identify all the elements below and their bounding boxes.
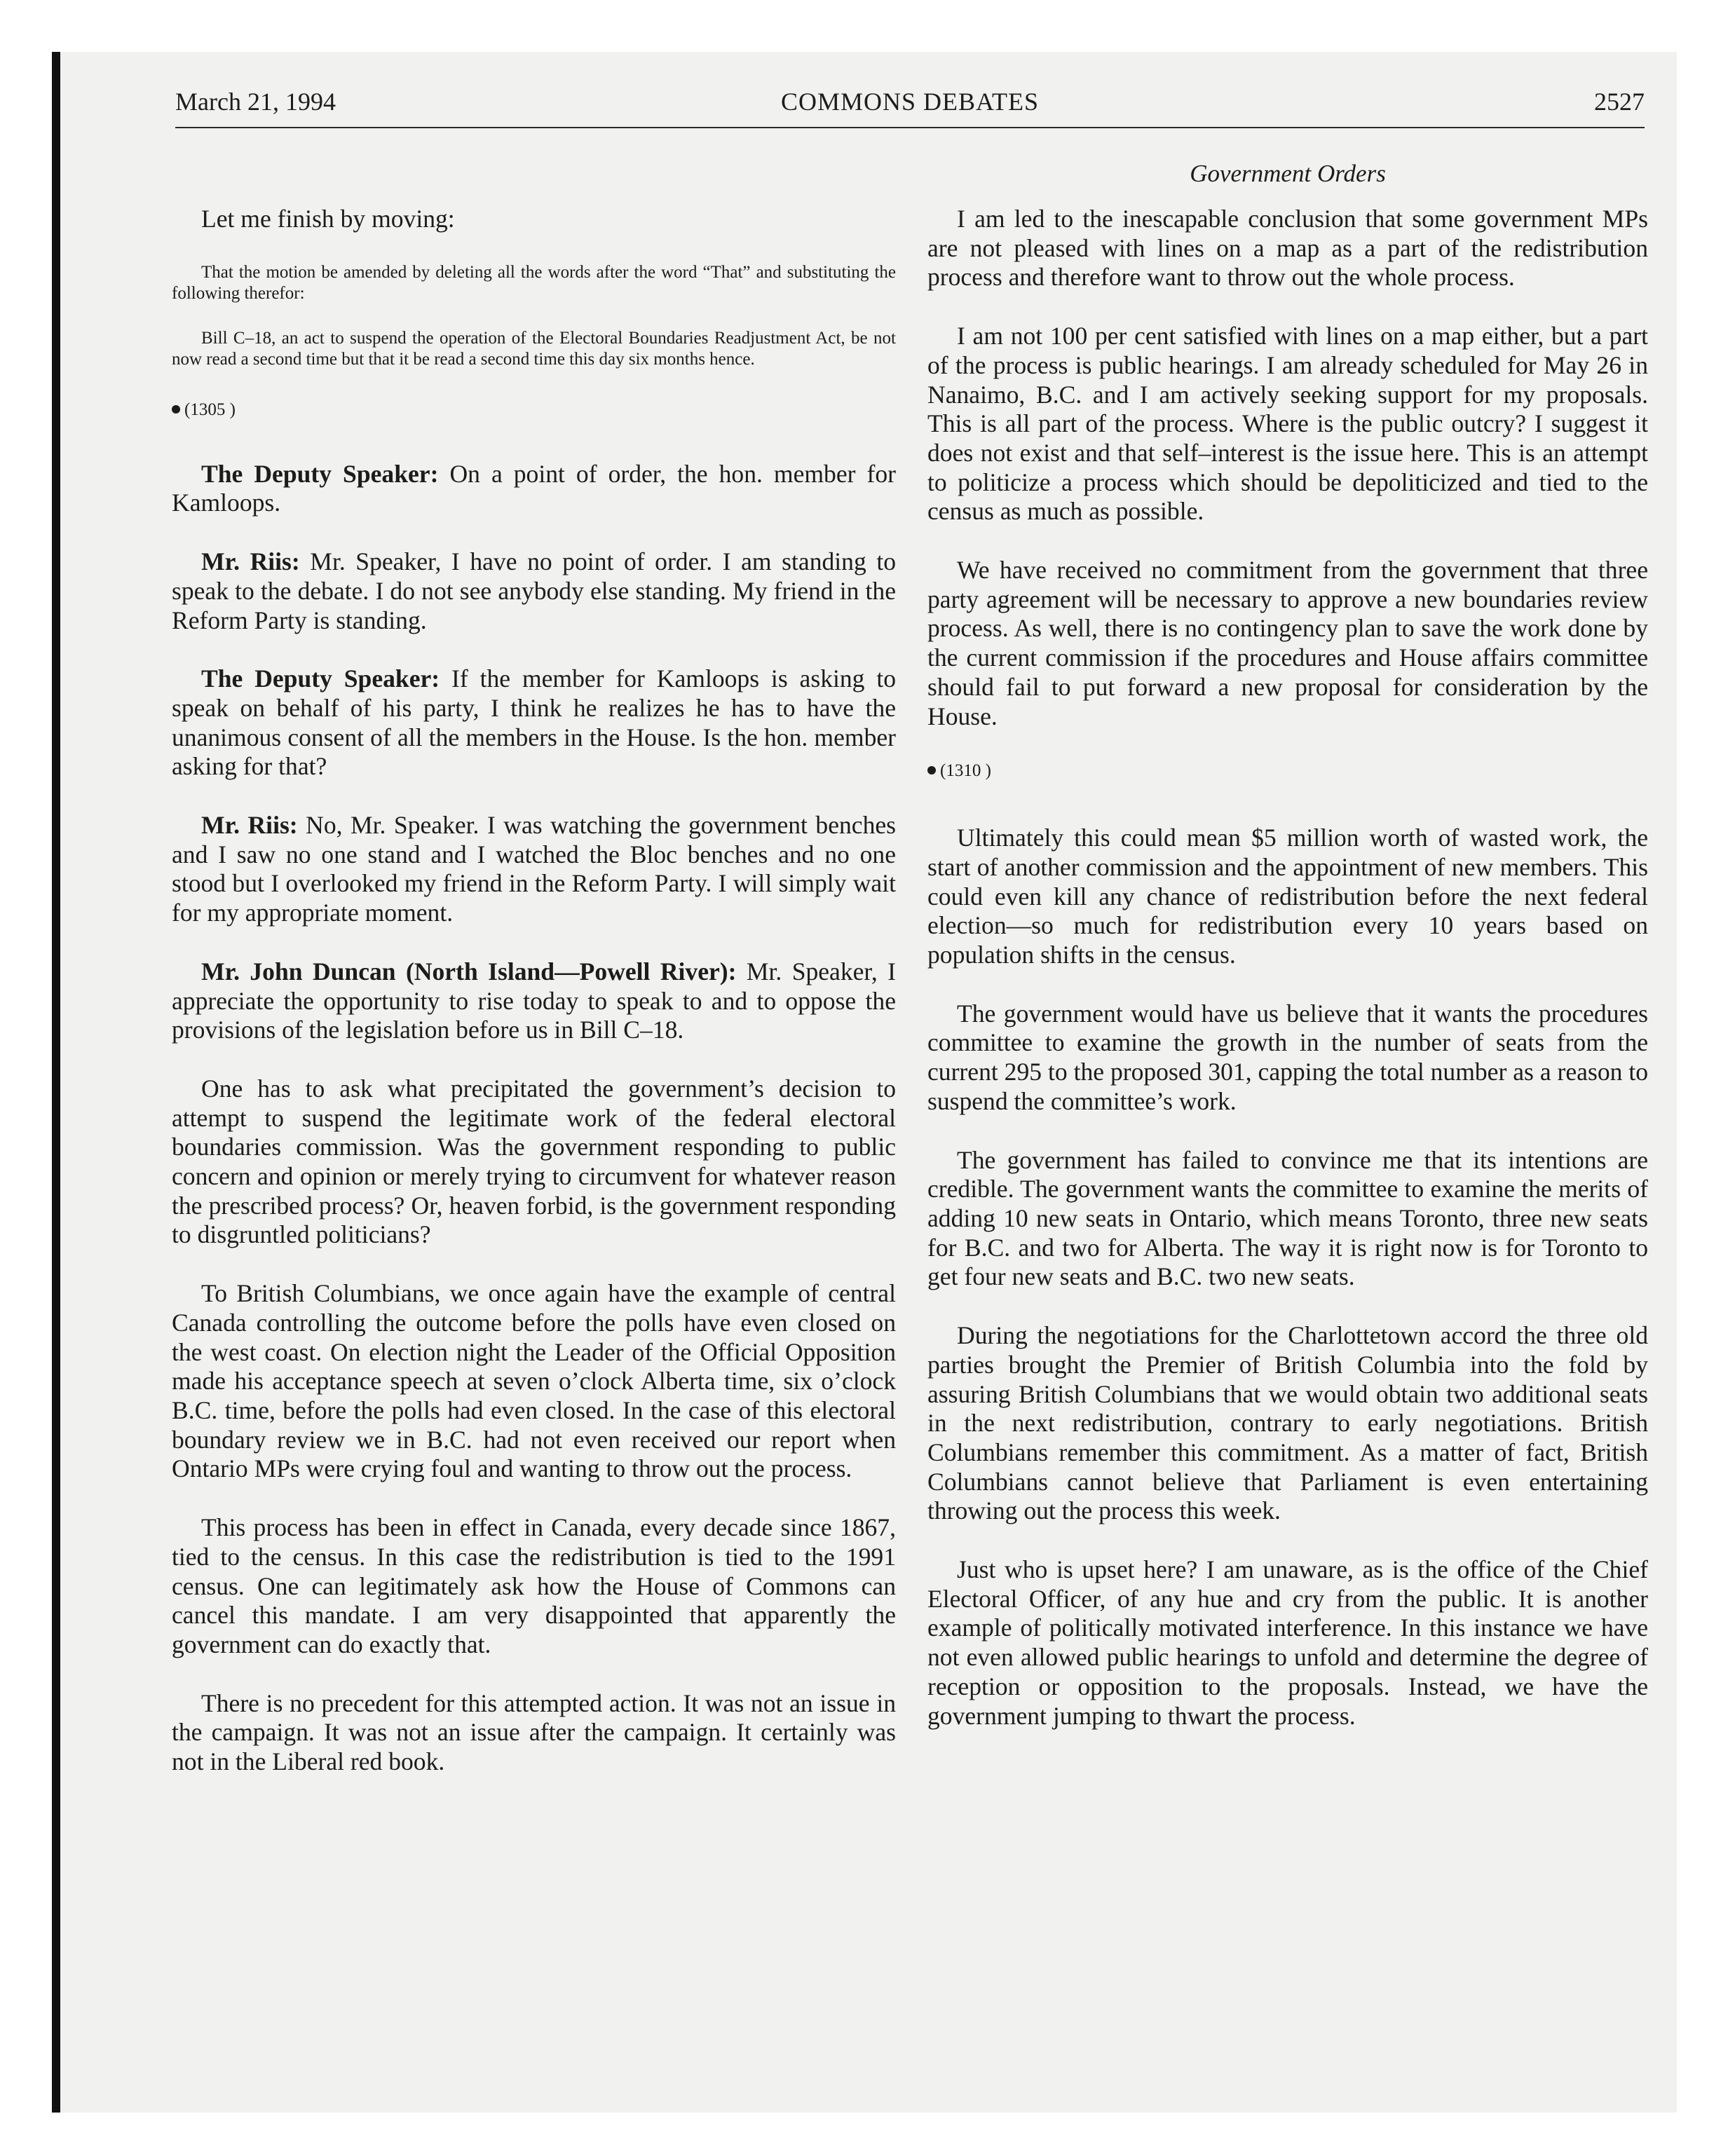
bullet-icon [927, 766, 936, 775]
paragraph-text: No, Mr. Speaker. I was watching the government benches and I saw no one stand and I watched the Bloc benches and no one stood but I overlooked my friend in the Reform Party. I will simply wait for my appropriate moment. [172, 811, 896, 927]
paragraph: This process has been in effect in Canada, every decade since 1867, tied to the census. In this case the redistribution is tied to the 1991 census. One can legitimately ask how the House of Commons can cancel this mandate. I am very disappointed that apparently the government can do exactly that. [172, 1513, 896, 1658]
header-page-number: 2527 [1594, 88, 1645, 116]
paragraph: During the negotiations for the Charlottetown accord the three old parties brought the Premier of British Columbia into the fold by assuring British Columbians that we would obtain two additional seats in the next redistribution, contrary to early negotiations. British Columbians remember this commitment. As a matter of fact, British Columbians cannot believe that Parliament is even entertaining throwing out the process this week. [927, 1321, 1648, 1525]
paragraph-text: Mr. Speaker, I appreciate the opportunity to rise today to speak to and to oppose the provisions of the legislation before us in Bill C–18. [172, 957, 896, 1044]
paragraph: Just who is upset here? I am unaware, as is the office of the Chief Electoral Officer, of any hue and cry from the public. It is another example of politically motivated interference. In this instance we have not even allowed public hearings to unfold and determine the degree of reception or opposition to the proposals. Instead, we have the government jumping to thwart the process. [927, 1555, 1648, 1730]
paragraph: I am led to the inescapable conclusion that some government MPs are not pleased with lines on a map as a part of the redistribution process and therefore want to throw out the whole process. [927, 205, 1648, 292]
time-marker-text: (1310 ) [940, 761, 991, 781]
paragraph [172, 547, 896, 635]
time-marker [927, 760, 1648, 782]
section-heading: Government Orders [1190, 160, 1386, 187]
paragraph: There is no precedent for this attempted action. It was not an issue in the campaign. It was not an issue after the campaign. It certainly was not in the Liberal red book. [172, 1688, 896, 1776]
paragraph-text: If the member for Kamloops is asking to speak on behalf of his party, I think he realizes he has to have the unanimous consent of all the members in the House. Is the hon. member asking for that? [172, 664, 896, 781]
paragraph [172, 664, 896, 782]
paragraph: Ultimately this could mean $5 million worth of wasted work, the start of another commission and the appointment of new members. This could even kill any chance of redistribution before the next federal election—so much for redistribution every 10 years based on population shifts in the census. [927, 824, 1648, 969]
motion-quote-1: That the motion be amended by deleting all the words after the word “That” and substituting the following therefor: [172, 262, 896, 303]
speaker-name: The Deputy Speaker: [201, 459, 439, 488]
header-date: March 21, 1994 [175, 88, 336, 116]
header-publication: COMMONS DEBATES [780, 88, 1040, 116]
page-header [175, 87, 1645, 126]
scan-binding-edge [52, 52, 60, 2113]
paragraph-text: Mr. Speaker, I have no point of order. I am standing to speak to the debate. I do not see anybody else standing. My friend in the Reform Party is standing. [172, 547, 896, 634]
paragraph-text: On a point of order, the hon. member for Kamloops. [172, 459, 896, 517]
speaker-name: Mr. Riis: [201, 811, 298, 840]
speaker-name: Mr. Riis: [201, 547, 300, 576]
paragraph: We have received no commitment from the government that three party agreement will be necessary to approve a new boundaries review process. As well, there is no contingency plan to save the work done by the current commission if the procedures and House affairs committee should fail to put forward a new proposal for consideration by the House. [927, 556, 1648, 730]
paragraph [172, 811, 896, 928]
bullet-icon [172, 405, 180, 414]
time-marker [172, 400, 896, 421]
motion-intro: Let me finish by moving: [201, 205, 455, 233]
paragraph [172, 957, 896, 1045]
right-column [927, 205, 1648, 1760]
paragraph: The government has failed to convince me that its intentions are credible. The government wants the committee to examine the merits of adding 10 new seats in Ontario, which means Toronto, three new seats for B.C. and two for Alberta. The way it is right now is for Toronto to get four new seats and B.C. two new seats. [927, 1145, 1648, 1291]
paragraph [172, 460, 896, 518]
speaker-name: The Deputy Speaker: [201, 664, 440, 693]
paragraph: To British Columbians, we once again have the example of central Canada controlling the outcome before the polls have even closed on the west coast. On election night the Leader of the Official Opposition made his acceptance speech at seven o’clock Alberta time, six o’clock B.C. time, before the polls had even closed. In the case of this electoral boundary review we in B.C. had not even received our report when Ontario MPs were crying foul and wanting to throw out the process. [172, 1279, 896, 1483]
motion-quote-2: Bill C–18, an act to suspend the operation of the Electoral Boundaries Readjustment Act, be not now read a second time but that it be read a second time this day six months hence. [172, 328, 896, 369]
paragraph: One has to ask what precipitated the government’s decision to attempt to suspend the legitimate work of the federal electoral boundaries commission. Was the government responding to public concern and opinion or merely trying to circumvent for whatever reason the prescribed process? Or, heaven forbid, is the government responding to disgruntled politicians? [172, 1074, 896, 1249]
speaker-name: Mr. John Duncan (North Island—Powell River): [201, 957, 737, 985]
paragraph: The government would have us believe that it wants the procedures committee to examine the growth in the number of seats from the current 295 to the proposed 301, capping the total number as a reason to suspend the committee’s work. [927, 999, 1648, 1115]
paragraph: I am not 100 per cent satisfied with lines on a map either, but a part of the process is public hearings. I am already scheduled for May 26 in Nanaimo, B.C. and I am actively seeking support for my proposals. This is all part of the process. Where is the public outcry? I suggest it does not exist and that self–interest is the issue here. This is an attempt to politicize a process which should be depoliticized and tied to the census as much as possible. [927, 322, 1648, 526]
time-marker-text: (1305 ) [184, 400, 236, 419]
left-column [172, 205, 896, 1806]
header-rule [175, 127, 1645, 128]
